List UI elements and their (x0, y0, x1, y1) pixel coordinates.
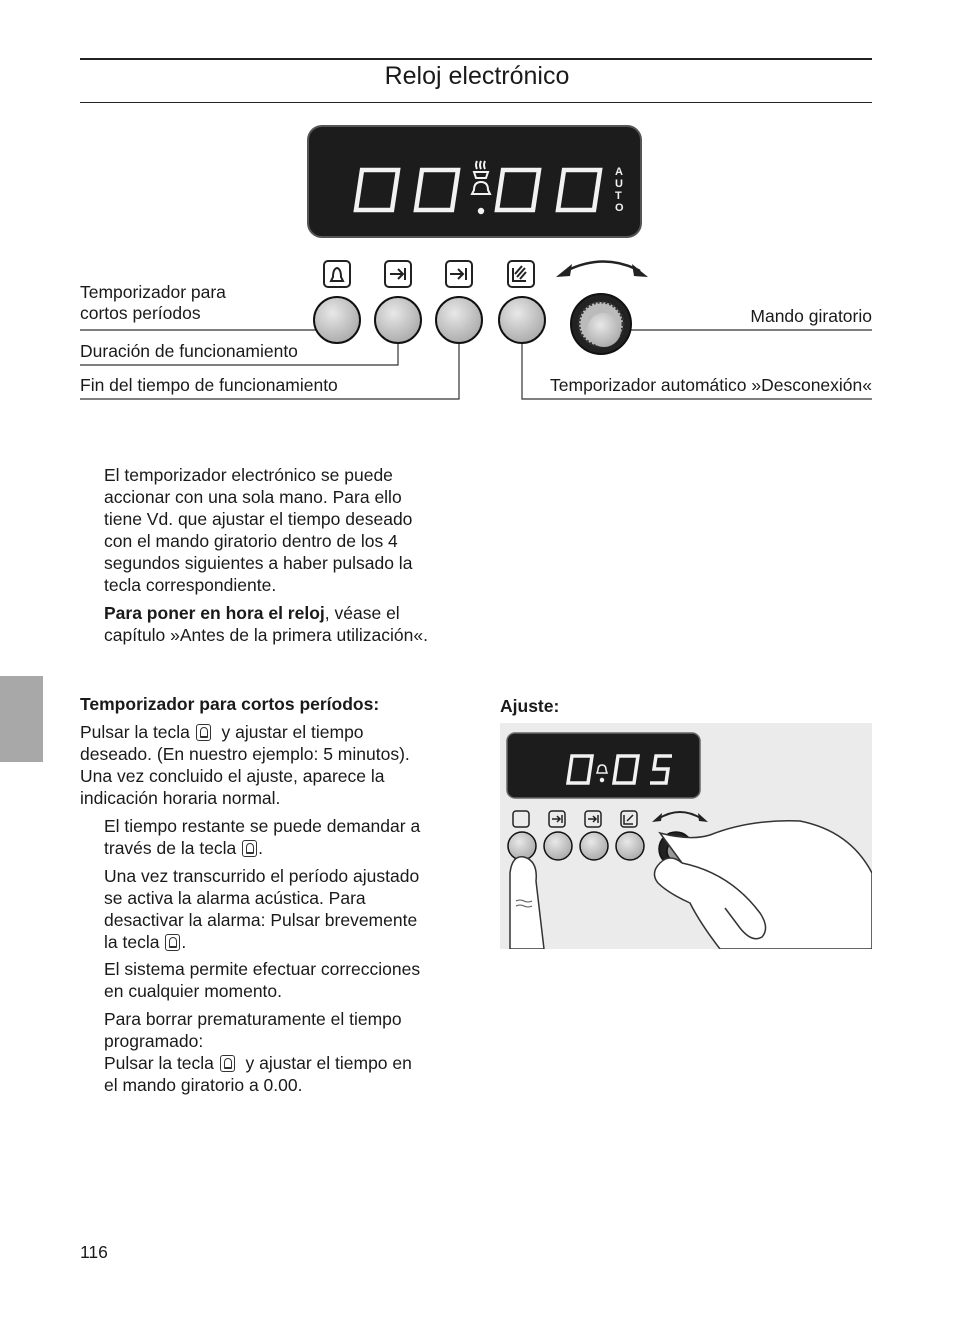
svg-text:O: O (615, 202, 624, 214)
ajuste-illustration (500, 723, 872, 949)
auto-off-label: Temporizador automático »Desconexión« (550, 375, 872, 395)
short-timer-key-icon (324, 261, 350, 287)
section-paragraph-2: El tiempo restante se puede demandar a través de la tecla . (104, 816, 421, 858)
short-timer-button (314, 297, 360, 343)
display-panel (308, 126, 641, 237)
clock-diagram (0, 110, 954, 410)
section-paragraph-1: Pulsar la tecla y ajustar el tiempo deseado. (En nuestro ejemplo: 5 minutos). Una vez concluido el ajuste, aparece la indicación horaria normal. (80, 722, 410, 808)
intro-paragraph-2: Para poner en hora el reloj, véase el capítulo »Antes de la primera utilización«. (104, 603, 428, 645)
duration-button (375, 297, 421, 343)
chapter-tab (0, 676, 43, 762)
end-time-label: Fin del tiempo de funcionamiento (80, 375, 338, 395)
bell-key-icon (165, 934, 180, 951)
buttons (314, 294, 631, 354)
short-timer-label: Temporizador para cortos períodos (80, 282, 226, 323)
section-paragraph-4: El sistema permite efectuar correcciones en cualquier momento. (104, 959, 421, 1001)
auto-off-button (499, 297, 545, 343)
svg-text:A: A (615, 166, 623, 178)
ajuste-label: Ajuste: (500, 696, 560, 716)
svg-text:U: U (615, 178, 623, 190)
bell-key-icon (196, 724, 211, 741)
svg-text:T: T (615, 190, 622, 202)
page-title: Reloj electrónico (384, 62, 570, 90)
page-number: 116 (80, 1242, 108, 1262)
section-paragraph-5: Para borrar prematuramente el tiempo programado: Pulsar la tecla y ajustar el tiempo en el mando giratorio a 0.00. (104, 1009, 412, 1095)
key-icons (324, 261, 534, 287)
duration-label: Duración de funcionamiento (80, 341, 298, 361)
end-time-button (436, 297, 482, 343)
rotation-arrow-icon (556, 262, 648, 278)
intro-paragraph: El temporizador electrónico se puede accionar con una sola mano. Para ello tiene Vd. que ajustar el tiempo deseado con el mando giratorio dentro de los 4 segundos siguientes a haber pulsado la tecla correspondiente. (104, 465, 413, 595)
section-heading: Temporizador para cortos períodos: (80, 694, 380, 714)
top-rule (80, 58, 872, 60)
title-rule (80, 102, 872, 103)
bell-key-icon (242, 840, 257, 857)
rotary-label: Mando giratorio (750, 306, 872, 326)
section-paragraph-3: Una vez transcurrido el período ajustado se activa la alarma acústica. Para desactivar la alarma: Pulsar brevemente la tecla . (104, 866, 420, 952)
bell-key-icon (220, 1055, 235, 1072)
